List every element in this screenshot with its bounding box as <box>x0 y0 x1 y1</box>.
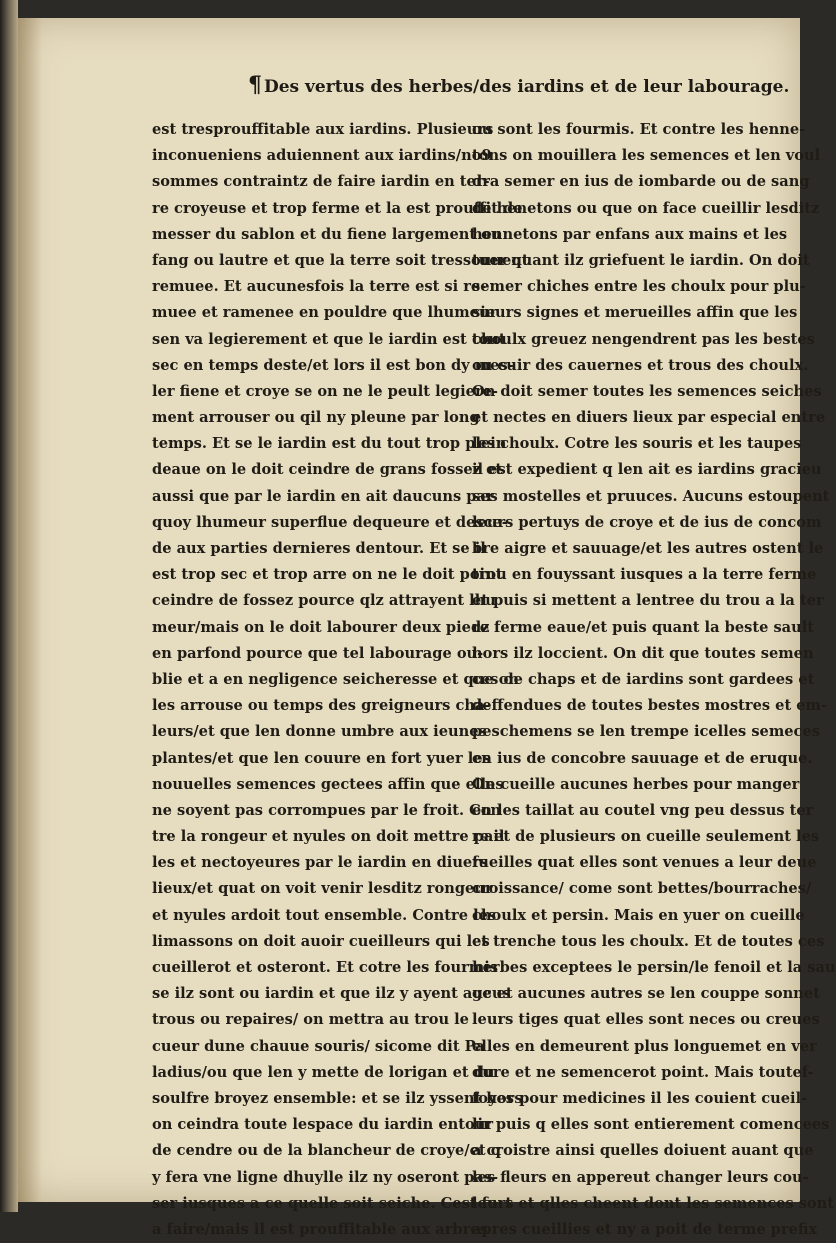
text-line: choulx greuez nengendrent pas les bestes <box>472 330 815 348</box>
text-line: trous ou repaires/ on mettra au trou le <box>152 1011 469 1029</box>
text-line: en les taillat au coutel vng peu dessus ter <box>472 801 814 819</box>
text-line: soulfre broyez ensemble: et se ilz yssent hors <box>152 1089 523 1107</box>
text-line: semer chiches entre les choulx pour plu- <box>472 278 806 296</box>
book-left-edge <box>0 0 18 1212</box>
text-line: re croyeuse et trop ferme et la est prouffit de <box>152 199 523 217</box>
text-line: ser iusques a ce quelle soit seiche. Cest fort <box>152 1194 513 1212</box>
text-line: ladius/ou que len y mette de lorigan et du <box>152 1063 495 1081</box>
text-line: remuee. Et aucunesfois la terre est si re- <box>152 278 487 296</box>
text-line: ou cuir des cauernes et trous des choulx. <box>472 356 809 374</box>
page-gutter-shadow <box>18 18 42 1202</box>
text-line: les arrouse ou temps des greigneurs cha- <box>152 697 491 715</box>
text-line: a faire/mais il est prouffitable aux arbres <box>152 1220 488 1238</box>
text-line: deaue on le doit ceindre de grans fossez et <box>152 461 503 479</box>
left-text-column <box>152 117 529 1243</box>
text-line: meur/mais on le doit labourer deux piedz <box>152 618 490 636</box>
text-line: ne soyent pas corrompues par le froit. Con <box>152 801 502 819</box>
text-line: ces de chaps et de iardins sont gardees et <box>472 670 815 688</box>
text-line: foyes pour medicines il les couient cueil- <box>472 1089 808 1107</box>
text-line: les et nectoyeures par le iardin en diuers <box>152 854 489 872</box>
text-line: hennetons par enfans aux mains et les <box>472 225 788 243</box>
text-line: blie et a en negligence seicheresse et que on <box>152 670 520 688</box>
text-line: est tresprouffitable aux iardins. Plusieurs <box>152 121 494 138</box>
text-line: ler fiene et croye se on ne le peult legiere- <box>152 382 498 400</box>
text-line: limassons on doit auoir cueilleurs qui les <box>152 932 490 950</box>
text-line: en ius de concobre sauuage et de eruque. <box>472 749 813 767</box>
text-line: deffendues de toutes bestes mostres et em- <box>472 697 828 715</box>
text-line: et nectes en diuers lieux par especial entre <box>472 409 826 427</box>
text-line: re ferme eaue/et puis quant la beste sault <box>472 618 815 636</box>
text-line: et puis si mettent a lentree du trou a la ter <box>472 592 824 610</box>
right-text-column <box>472 117 836 1243</box>
text-line: est trop sec et trop arre on ne le doit point <box>152 566 503 584</box>
text-line: plantes/et que len couure en fort yuer les <box>152 749 491 767</box>
text-line: temps. Et se le iardin est du tout trop plein <box>152 435 507 453</box>
text-line: a croistre ainsi quelles doiuent auant que <box>472 1142 814 1160</box>
text-line: leurs et qlles cheent dont les semences sont <box>472 1194 835 1212</box>
header-title: Des vertus des herbes/des iardins et de leur labourage. <box>264 77 790 97</box>
text-line: ment arrouser ou qil ny pleune par long <box>152 409 480 427</box>
page-header <box>248 72 790 98</box>
text-line: herbes exceptees le persin/le fenoil et la sau <box>472 959 836 976</box>
text-line: et trenche tous les choulx. Et de toutes ces <box>472 932 825 950</box>
text-line: On doit semer toutes les semences seiches <box>472 382 822 400</box>
text-line: tons on mouillera les semences et len voul <box>472 147 821 165</box>
text-line: cueillerot et osteront. Et cotre les fourmis <box>152 959 498 976</box>
text-line: il est expedient q len ait es iardins gracieu <box>472 461 822 479</box>
text-line: bre aigre et sauuage/et les autres ostent le <box>472 540 824 557</box>
text-line: messer du sablon et du fiene largement ou <box>152 225 502 243</box>
text-line: les fleurs en appereut changer leurs cou- <box>472 1168 809 1186</box>
text-line: dra semer en ius de iombarde ou de sang <box>472 173 810 191</box>
text-line: dure et ne semencerot point. Mais toutef- <box>472 1063 814 1081</box>
text-line: de aux parties dernieres dentour. Et se il <box>152 540 486 557</box>
text-line: les choulx. Cotre les souris et les taupes <box>472 435 802 453</box>
text-line: sec en temps deste/et lors il est bon dy mes- <box>152 356 514 374</box>
text-line: de cendre ou de la blancheur de croye/et q <box>152 1142 501 1160</box>
text-line: lir puis q elles sont entierement comencees <box>472 1116 830 1134</box>
text-line: nouuelles semences gectees affin que elles <box>152 775 504 793</box>
text-line: cueur dune chauue souris/ sicome dit Pa <box>152 1037 485 1055</box>
text-line: se ilz sont ou iardin et que ilz y ayent aucus <box>152 985 511 1003</box>
text-line: hors ilz loccient. On dit que toutes semen <box>472 644 814 662</box>
text-line: fueilles quat elles sont venues a leur deue <box>472 854 817 872</box>
text-line: aussi que par le iardin en ait daucuns par <box>152 487 494 505</box>
text-line: fang ou lautre et que la terre soit tressouuent <box>152 251 529 269</box>
text-line: elles en demeurent plus longuemet en ver <box>472 1037 817 1055</box>
text-line: sieurs signes et merueilles affin que les <box>472 304 798 322</box>
text-line: tuer quant ilz griefuent le iardin. On doit <box>472 251 810 269</box>
text-line: en parfond pource que tel labourage ou- <box>152 644 484 662</box>
text-line: leurs/et que len donne umbre aux ieunes <box>152 723 487 741</box>
text-line: de henetons ou que on face cueillir lesditz <box>472 199 820 217</box>
text-line: ceindre de fossez pource qlz attrayent lhu <box>152 592 496 610</box>
text-line: trou en fouyssant iusques a la terre ferme <box>472 566 817 584</box>
text-line: on ceindra toute lespace du iardin entour <box>152 1116 494 1134</box>
text-line: ge et aucunes autres se len couppe sonnet <box>472 985 820 1003</box>
text-line: tre la rongeur et nyules on doit mettre pail <box>152 828 505 846</box>
text-line: peschemens se len trempe icelles semeces <box>472 723 820 741</box>
text-line: croissance/ come sont bettes/bourraches/ <box>472 880 812 898</box>
text-line: leurs pertuys de croye et de ius de concom <box>472 513 822 531</box>
pilcrow-icon: ¶ <box>248 72 262 98</box>
text-line: On cueille aucunes herbes pour manger <box>472 775 800 793</box>
text-line: et nyules ardoit tout ensemble. Contre les <box>152 906 497 924</box>
text-line: muee et ramenee en pouldre que lhumeur <box>152 304 498 322</box>
text-line: apres cueillies et ny a poit de terme prefix <box>472 1220 818 1238</box>
text-line: re et de plusieurs on cueille seulement les <box>472 828 820 846</box>
text-line: sen va legierement et que le iardin est tout <box>152 330 506 348</box>
text-line: sommes contraintz de faire iardin en ter- <box>152 173 490 191</box>
text-line: quoy lhumeur superflue dequeure et desce- <box>152 513 508 531</box>
text-line: ou sont les fourmis. Et contre les henne- <box>472 121 806 138</box>
text-line: inconueniens aduiennent aux iardins/no9 <box>152 147 492 165</box>
text-line: lieux/et quat on voit venir lesditz rongeur <box>152 880 493 898</box>
text-line: ses mostelles et pruuces. Aucuns estoupent <box>472 487 830 505</box>
text-line: leurs tiges quat elles sont neces ou creues <box>472 1011 820 1029</box>
text-line: y fera vne ligne dhuylle ilz ny oseront pas- <box>152 1168 499 1186</box>
text-line: choulx et persin. Mais en yuer on cueille <box>472 906 805 924</box>
